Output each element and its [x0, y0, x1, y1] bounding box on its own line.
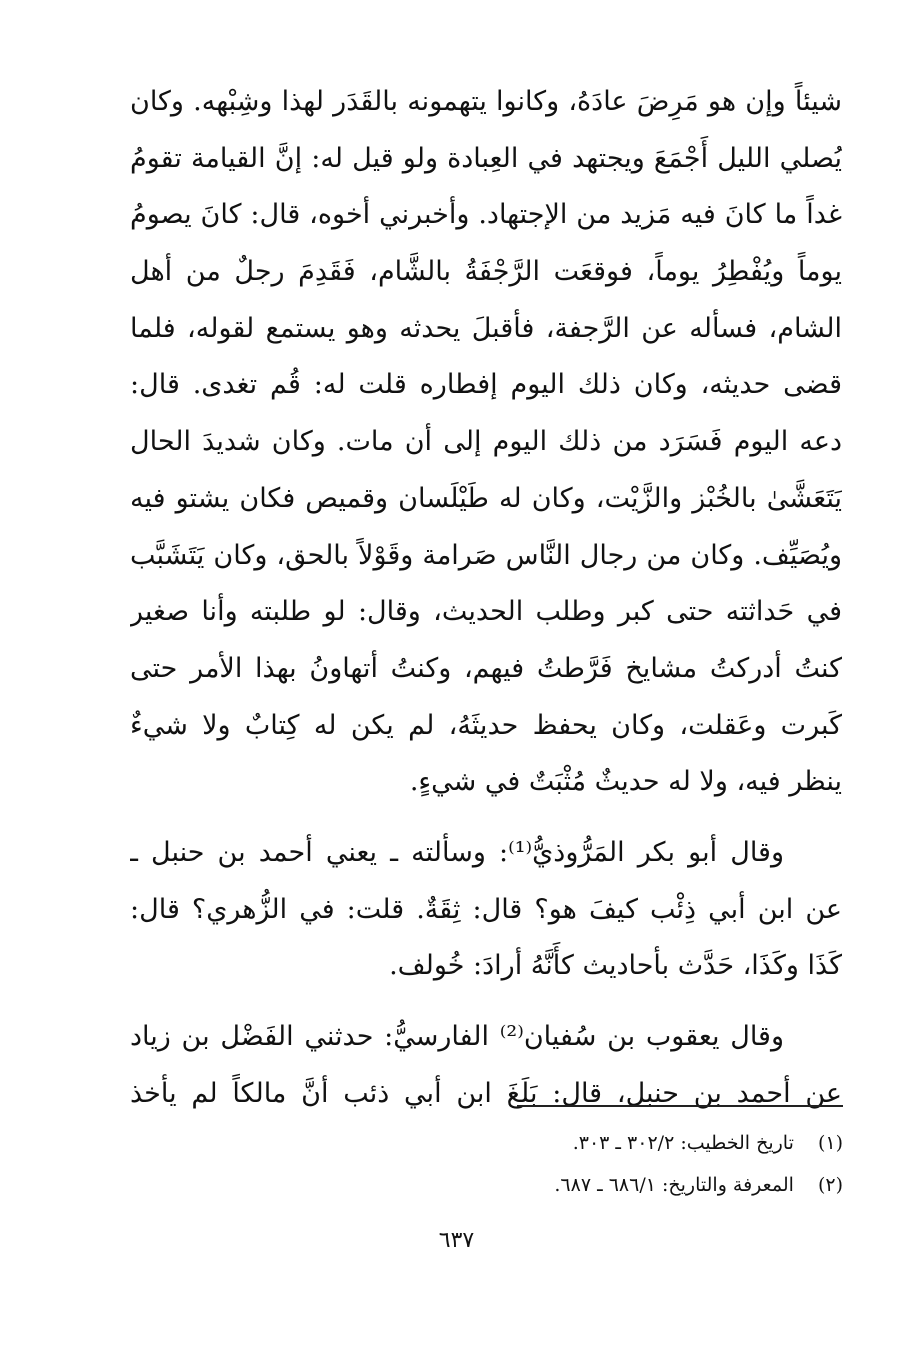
- footnote-2: [400, 1164, 843, 1206]
- paragraph-gap: [130, 995, 842, 1009]
- text-line: كَبرت وعَقلت، وكان يحفظ حديثَهُ، لم يكن له كِتابٌ ولا شيءٌ: [130, 709, 842, 741]
- text-line: دعه اليوم فَسَرَد من ذلك اليوم إلى أن مات. وكان شديدَ الحال: [130, 426, 842, 458]
- text-line: وقال يعقوب بن سُفيان⁽²⁾ الفارسيُّ: حدثني الفَضْل بن زياد: [130, 1021, 784, 1052]
- text-line: وقال أبو بكر المَرُّوذيُّ⁽¹⁾: وسألته ـ يعني أحمد بن حنبل ـ: [130, 836, 785, 868]
- text-line: قضى حديثه، وكان ذلك اليوم إفطاره قلت له: قُم تغدى. قال:: [130, 369, 842, 401]
- text-line: كَذَا وكَذَا، حَدَّث بأحاديث كأَنَّهُ أرادَ: خُولف.: [389, 950, 842, 982]
- page-number: ٦٣٧: [438, 1228, 475, 1253]
- footnote-separator: [517, 1105, 843, 1107]
- footnote-number: (١): [817, 1132, 843, 1154]
- text-line: ويُصَيِّف. وكان من رجال النَّاس صَرامة وقَوْلاً بالحق، وكان يَتَشَبَّب: [130, 539, 842, 571]
- footnote-1: [400, 1122, 843, 1164]
- footnote-text: تاريخ الخطيب: ٣٠٢/٢ ـ ٣٠٣.: [572, 1132, 794, 1154]
- text-line: يوماً ويُفْطِرُ يوماً، فوقعَت الرَّجْفَةُ بالشَّام، فَقَدِمَ رجلٌ من أهل: [130, 256, 842, 288]
- text-line: كنتُ أدركتُ مشايخ فَرَّطتُ فيهم، وكنتُ أتهاونُ بهذا الأمر حتى: [130, 652, 842, 684]
- text-line: الشام، فسأله عن الرَّجفة، فأقبلَ يحدثه وهو يستمع لقوله، فلما: [130, 312, 842, 344]
- footnote-text: المعرفة والتاريخ: ٦٨٦/١ ـ ٦٨٧.: [554, 1174, 794, 1196]
- main-text: [130, 74, 842, 1122]
- text-line: يَتَعَشَّىٰ بالخُبْز والزَّيْت، وكان له طَيْلَسان وقميص فكان يشتو فيه: [130, 482, 842, 514]
- text-line: شيئاً وإن هو مَرِضَ عادَهُ، وكانوا يتهمونه بالقَدَر لهذا وشِبْهه. وكان: [130, 86, 842, 117]
- text-line: في حَداثته حتى كبر وطلب الحديث، وقال: لو طلبته وأنا صغير: [130, 596, 842, 628]
- text-line: يُصلي الليل أَجْمَعَ ويجتهد في العِبادة ولو قيل له: إنَّ القيامة تقومُ: [130, 142, 842, 174]
- paragraph-gap: [130, 811, 842, 825]
- text-line: عن ابن أبي ذِئْب كيفَ هو؟ قال: ثِقَةٌ. قلت: في الزُّهري؟ قال:: [130, 893, 842, 925]
- text-line: ينظر فيه، ولا له حديثٌ مُثْبَتٌ في شيءٍ.: [409, 766, 842, 798]
- footnotes: [400, 1122, 843, 1206]
- footnote-number: (٢): [817, 1174, 843, 1196]
- text-line: عن أحمد بن حنبل، قال: بَلَغَ ابن أبي ذئب أنَّ مالكاً لم يأخذ: [130, 1077, 842, 1109]
- text-line: غداً ما كانَ فيه مَزيد من الإجتهاد. وأخبرني أخوه، قال: كانَ يصومُ: [130, 199, 842, 231]
